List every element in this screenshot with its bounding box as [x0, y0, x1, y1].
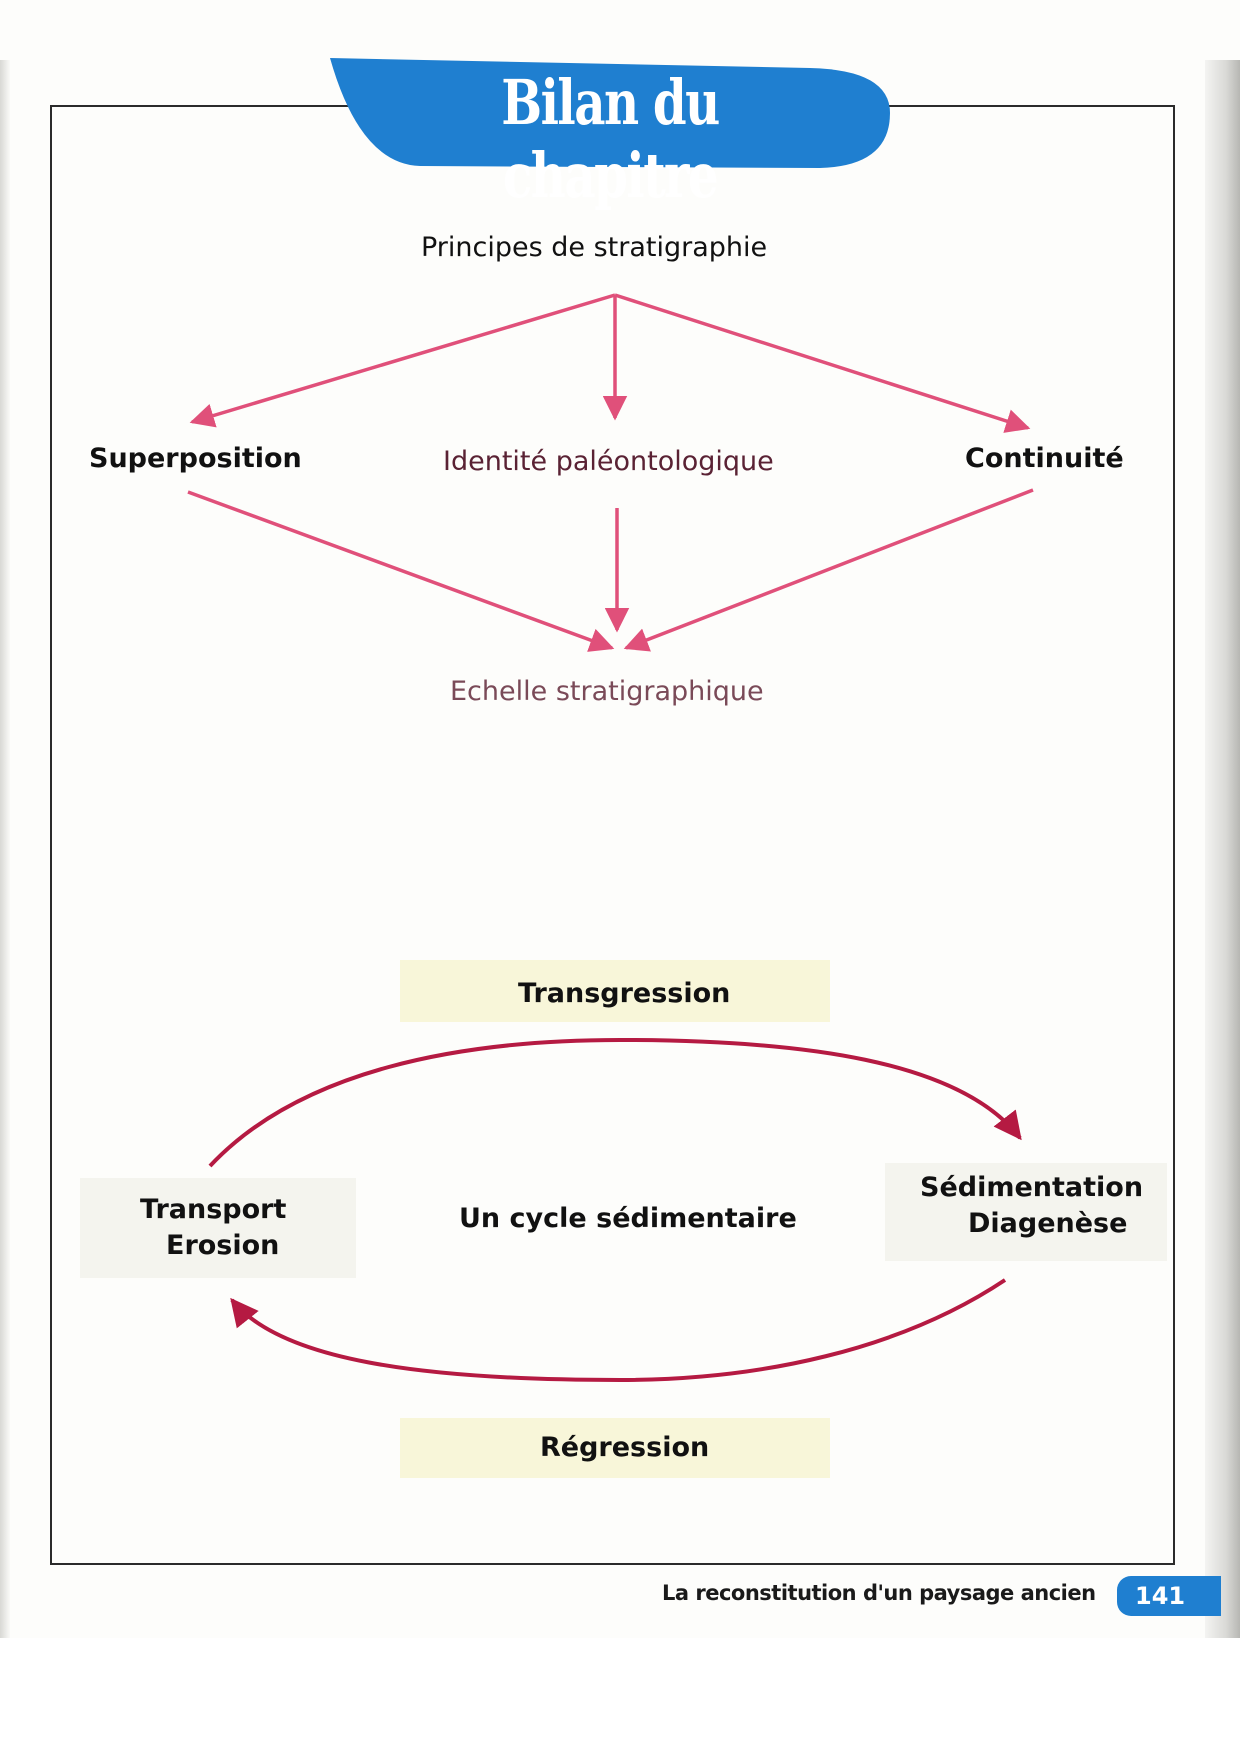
- continuite-label: Continuité: [965, 443, 1124, 474]
- identite-label: Identité paléontologique: [443, 446, 774, 477]
- arrow-superposition-to-echelle: [188, 492, 612, 648]
- transport-label: Transport: [140, 1194, 287, 1225]
- arrow-transgression: [210, 1040, 1020, 1166]
- echelle-label: Echelle stratigraphique: [450, 676, 764, 707]
- arrow-to-superposition: [192, 295, 615, 422]
- superposition-label: Superposition: [89, 443, 302, 474]
- arrow-to-continuite: [615, 295, 1028, 428]
- erosion-label: Erosion: [166, 1230, 280, 1261]
- page-title: Bilan du chapitre: [501, 66, 719, 212]
- principes-label: Principes de stratigraphie: [421, 232, 768, 263]
- diagenese-label: Diagenèse: [968, 1208, 1128, 1239]
- transgression-label: Transgression: [518, 978, 731, 1009]
- arrow-regression: [232, 1280, 1005, 1380]
- page-number: 141: [1117, 1576, 1221, 1616]
- sedimentation-label: Sédimentation: [920, 1172, 1144, 1203]
- arrow-continuite-to-echelle: [626, 490, 1033, 648]
- regression-label: Régression: [540, 1432, 710, 1463]
- chapter-footer-title: La reconstitution d'un paysage ancien: [662, 1581, 1096, 1605]
- cycle-title: Un cycle sédimentaire: [459, 1203, 797, 1234]
